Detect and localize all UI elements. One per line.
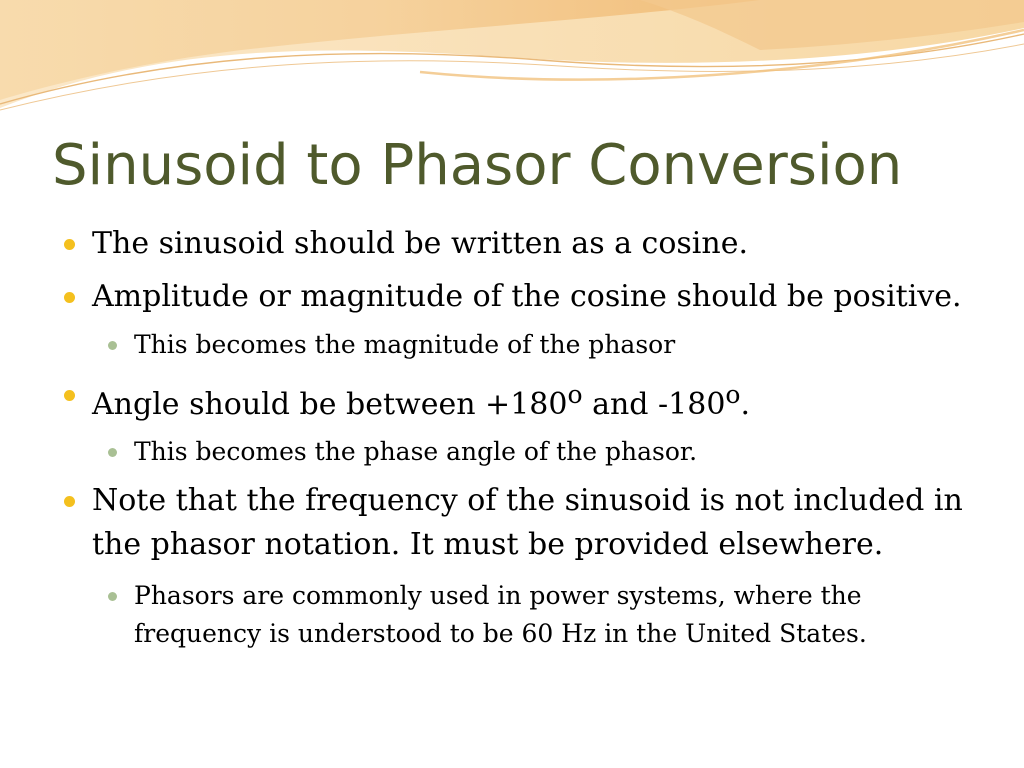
sub-bullet-text: Phasors are commonly used in power systems, where the frequency is understood to be 60 Hz in the United States. <box>134 581 867 648</box>
bullet-dot-icon <box>64 496 75 507</box>
sub-bullet-text: This becomes the phase angle of the phasor. <box>134 437 698 466</box>
bullet-item <box>62 275 982 319</box>
sub-bullet-item <box>62 577 982 653</box>
bullet-text-part: Angle should be between +180 <box>92 387 568 422</box>
bullet-item <box>62 373 982 427</box>
bullet-item <box>62 479 982 567</box>
bullet-dot-icon <box>64 239 75 250</box>
bullet-list <box>62 222 982 653</box>
degree-superscript: o <box>725 380 741 409</box>
bullet-item <box>62 222 982 266</box>
sub-bullet-item <box>62 326 982 364</box>
bullet-text: Amplitude or magnitude of the cosine should be positive. <box>92 279 962 314</box>
slide-title: Sinusoid to Phasor Conversion <box>52 133 903 198</box>
sub-bullet-item <box>62 433 982 471</box>
bullet-text-part: and -180 <box>582 387 726 422</box>
sub-bullet-dot-icon <box>108 592 117 601</box>
header-swoosh-decoration <box>0 0 1024 130</box>
bullet-dot-icon <box>64 390 75 401</box>
sub-bullet-dot-icon <box>108 341 117 350</box>
degree-superscript: o <box>567 380 583 409</box>
bullet-text: Note that the frequency of the sinusoid is not included in the phasor notation. It must be provided elsewhere. <box>92 483 963 562</box>
bullet-text: The sinusoid should be written as a cosine. <box>92 226 749 261</box>
bullet-dot-icon <box>64 292 75 303</box>
sub-bullet-dot-icon <box>108 448 117 457</box>
bullet-text-part: . <box>740 387 751 422</box>
sub-bullet-text: This becomes the magnitude of the phasor <box>134 330 676 359</box>
